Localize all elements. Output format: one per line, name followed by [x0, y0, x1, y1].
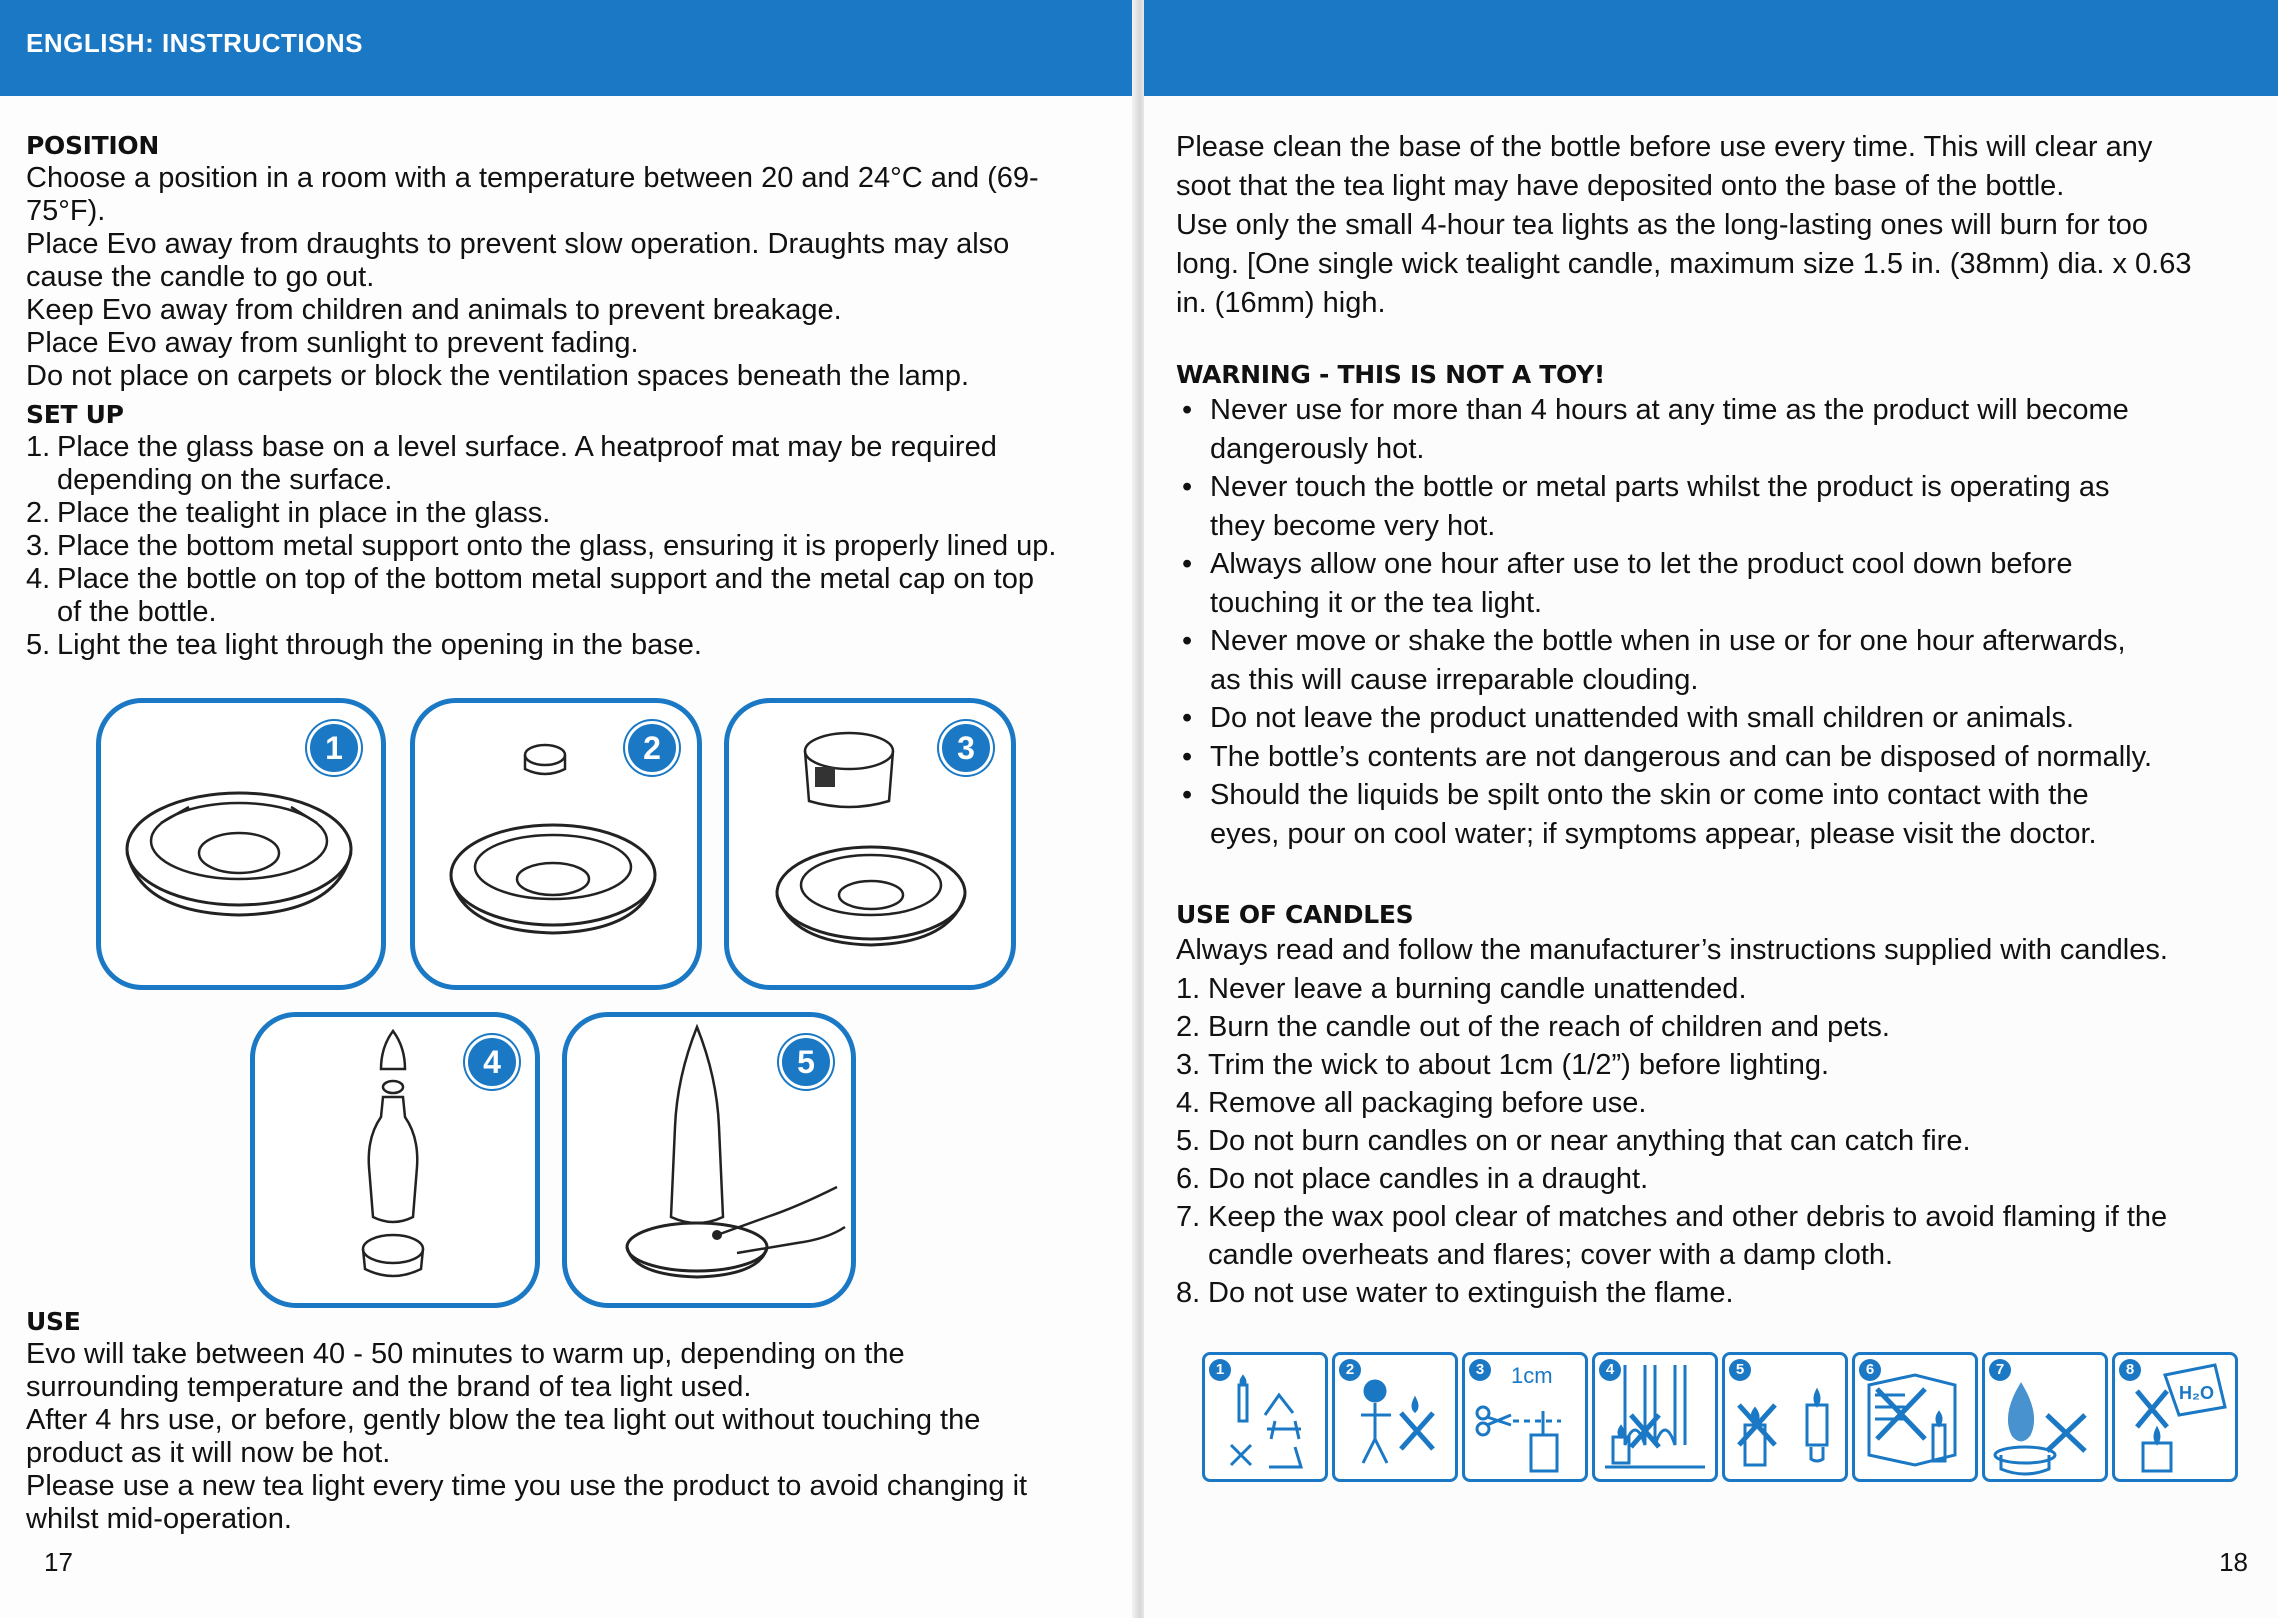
diagram-step-4 — [250, 1012, 540, 1308]
setup-step: 2. Place the tealight in place in the glass. — [26, 497, 551, 529]
curtain-fire-icon: 4 — [1592, 1352, 1718, 1482]
tealight-illustration — [415, 703, 697, 985]
warning-list — [1176, 391, 2248, 853]
warning-item: • Always allow one hour after use to let the product cool down before touching it or the tea light. — [1176, 545, 2248, 622]
diagram-step-3 — [724, 698, 1016, 990]
children-pets-icon: 2 — [1332, 1352, 1458, 1482]
setup-steps — [26, 431, 1120, 662]
water-label: H₂O — [2179, 1383, 2214, 1403]
use-line: Please use a new tea light every time you use the product to avoid changing it — [26, 1470, 1028, 1502]
candle-step: 5. Do not burn candles on or near anything that can catch fire. — [1176, 1125, 1971, 1157]
warning-item: • Should the liquids be spilt onto the skin or come into contact with the eyes, pour on cool water; if symptoms appear, please visit the doctor. — [1176, 776, 2248, 853]
candle-step: 4. Remove all packaging before use. — [1176, 1087, 1647, 1119]
candle-icon-row — [1202, 1352, 2242, 1482]
setup-step: 4. Place the bottle on top of the bottom metal support and the metal cap on top of the bottle. — [26, 563, 1034, 628]
warning-item: • Do not leave the product unattended with small children or animals. — [1176, 699, 2248, 738]
position-heading: POSITION — [26, 131, 160, 160]
header-band — [0, 0, 1140, 96]
candle-step: 3. Trim the wick to about 1cm (1/2”) before lighting. — [1176, 1049, 1830, 1081]
diagram-step-5 — [562, 1012, 856, 1308]
use-line: surrounding temperature and the brand of tea light used. — [26, 1371, 752, 1403]
page-number: 17 — [44, 1547, 73, 1577]
position-line: Do not place on carpets or block the ventilation spaces beneath the lamp. — [26, 360, 970, 392]
position-line: Keep Evo away from children and animals to prevent breakage. — [26, 294, 842, 326]
intro-line: long. [One single wick tealight candle, maximum size 1.5 in. (38mm) dia. x 0.63 — [1176, 248, 2192, 280]
candle-steps — [1176, 970, 2248, 1312]
step-badge: 5 — [779, 1035, 833, 1089]
left-column — [26, 130, 1120, 662]
section-title: ENGLISH: INSTRUCTIONS — [26, 28, 363, 58]
header-band — [1144, 0, 2278, 96]
page-18 — [1144, 0, 2278, 1618]
glass-base-illustration — [101, 703, 381, 985]
setup-heading: SET UP — [26, 400, 124, 429]
use-section — [26, 1306, 1120, 1536]
candle-step: 1. Never leave a burning candle unattended. — [1176, 973, 1747, 1005]
diagram-step-2 — [410, 698, 702, 990]
diagram-step-1 — [96, 698, 386, 990]
candle-step: 8. Do not use water to extinguish the flame. — [1176, 1277, 1734, 1309]
warning-heading: WARNING - THIS IS NOT A TOY! — [1176, 360, 1606, 389]
setup-step: 5. Light the tea light through the opening in the base. — [26, 629, 702, 661]
bottle-assembly-illustration — [255, 1017, 535, 1303]
intro-line: Please clean the base of the bottle before use every time. This will clear any — [1176, 131, 2153, 163]
candles-heading: USE OF CANDLES — [1176, 900, 1414, 929]
intro-line: Use only the small 4-hour tea lights as the long-lasting ones will burn for too — [1176, 209, 2149, 241]
position-line: 75°F). — [26, 195, 106, 227]
packaging-icon: 6 — [1852, 1352, 1978, 1482]
step-badge: 4 — [465, 1035, 519, 1089]
no-water-icon: 8 H₂O — [2112, 1352, 2238, 1482]
position-line: cause the candle to go out. — [26, 261, 375, 293]
metal-support-illustration — [729, 703, 1011, 985]
use-heading: USE — [26, 1307, 81, 1336]
position-line: Place Evo away from draughts to prevent slow operation. Draughts may also — [26, 228, 1010, 260]
step-badge: 2 — [625, 721, 679, 775]
right-column — [1176, 128, 2248, 1312]
lighting-illustration — [567, 1017, 851, 1303]
candle-step: 7. Keep the wax pool clear of matches and other debris to avoid flaming if the candle overheats and flares; cover with a damp cloth. — [1176, 1201, 2168, 1271]
position-line: Place Evo away from sunlight to prevent fading. — [26, 327, 639, 359]
intro-line: soot that the tea light may have deposited onto the base of the bottle. — [1176, 170, 2065, 202]
use-line: Evo will take between 40 - 50 minutes to warm up, depending on the — [26, 1338, 905, 1370]
use-line: whilst mid-operation. — [26, 1503, 292, 1535]
warning-item: • Never touch the bottle or metal parts whilst the product is operating as they become very hot. — [1176, 468, 2248, 545]
step-badge: 1 — [307, 721, 361, 775]
page-number: 18 — [2219, 1547, 2248, 1577]
candles-intro: Always read and follow the manufacturer’s instructions supplied with candles. — [1176, 934, 2168, 966]
position-line: Choose a position in a room with a temperature between 20 and 24°C and (69- — [26, 162, 1039, 194]
unattended-candle-icon: 1 — [1202, 1352, 1328, 1482]
setup-step: 1. Place the glass base on a level surface. A heatproof mat may be required depending on the surface. — [26, 431, 997, 496]
use-line: After 4 hrs use, or before, gently blow the tea light out without touching the — [26, 1404, 981, 1436]
setup-step: 3. Place the bottom metal support onto the glass, ensuring it is properly lined up. — [26, 530, 1057, 562]
candle-step: 6. Do not place candles in a draught. — [1176, 1163, 1649, 1195]
intro-line: in. (16mm) high. — [1176, 287, 1386, 319]
warning-item: • Never use for more than 4 hours at any time as the product will become dangerously hot. — [1176, 391, 2248, 468]
trim-wick-icon: 3 1cm — [1462, 1352, 1588, 1482]
warning-item: • The bottle’s contents are not dangerous and can be disposed of normally. — [1176, 738, 2248, 777]
use-line: product as it will now be hot. — [26, 1437, 391, 1469]
draught-icon: 5 — [1722, 1352, 1848, 1482]
trim-length-label: 1cm — [1511, 1363, 1553, 1388]
step-badge: 3 — [939, 721, 993, 775]
candle-step: 2. Burn the candle out of the reach of children and pets. — [1176, 1011, 1890, 1043]
wax-pool-icon: 7 — [1982, 1352, 2108, 1482]
warning-item: • Never move or shake the bottle when in use or for one hour afterwards, as this will cause irreparable clouding. — [1176, 622, 2248, 699]
